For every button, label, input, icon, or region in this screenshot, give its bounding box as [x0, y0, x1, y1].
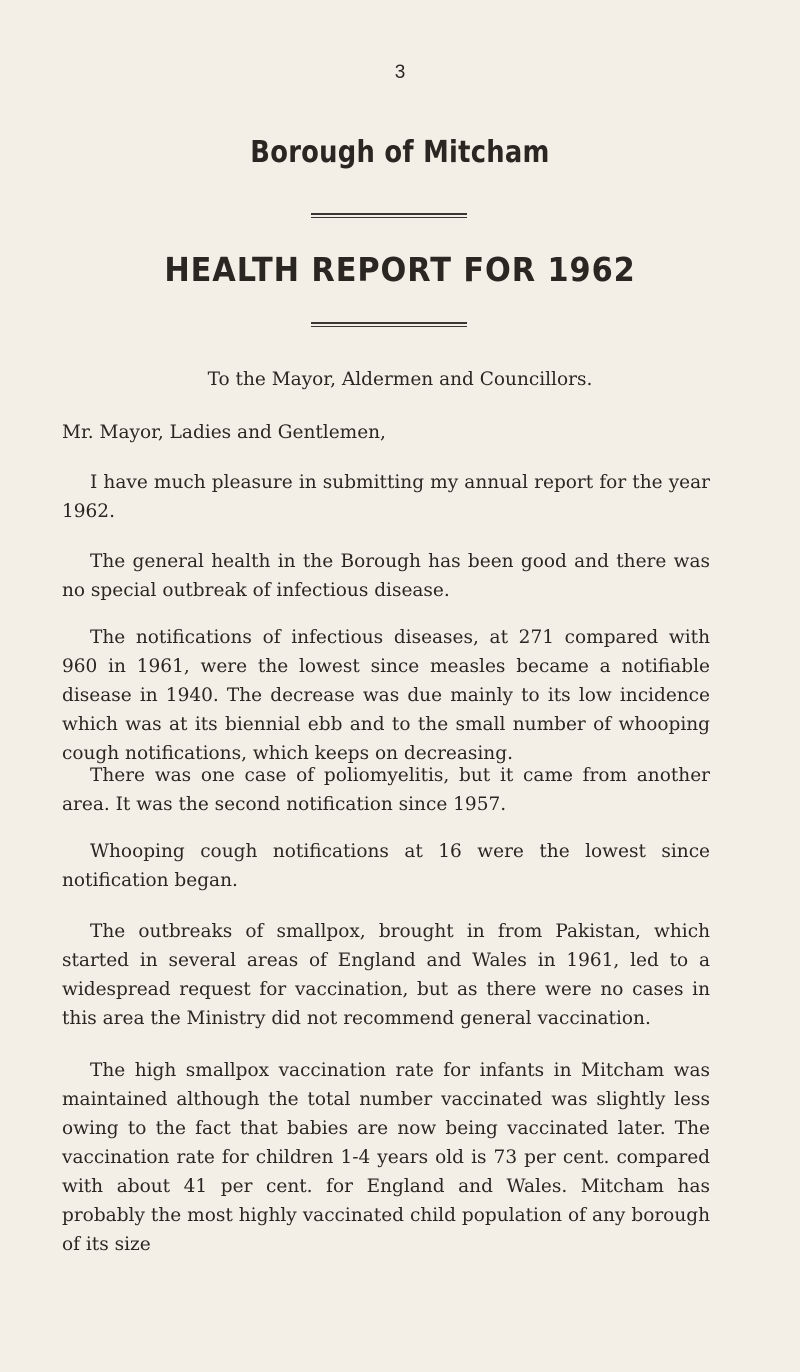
- paragraph: I have much pleasure in submitting my annual report for the year 1962.: [62, 472, 710, 522]
- report-title: HEALTH REPORT FOR 1962: [164, 250, 636, 289]
- greeting-line: Mr. Mayor, Ladies and Gentlemen,: [62, 422, 386, 443]
- double-rule-divider: [311, 213, 467, 218]
- paragraph: There was one case of poliomyelitis, but it came from another area. It was the second notification since 1957.: [62, 765, 710, 815]
- double-rule-divider: [311, 322, 467, 327]
- paragraph: Whooping cough notifications at 16 were the lowest since notification began.: [62, 841, 710, 891]
- page-number: 3: [394, 62, 406, 83]
- paragraph: The high smallpox vaccination rate for infants in Mitcham was maintained although the total number vaccinated was slightly less owing to the fact that babies are now being vaccinated later. The vaccination rate for children 1-4 years old is 73 per cent. compared with about 41 per cent. for England and Wales. Mitcham has probably the most highly vaccinated child population of any borough of its size: [62, 1060, 710, 1255]
- borough-heading: Borough of Mitcham: [250, 135, 550, 170]
- addressee-line: To the Mayor, Aldermen and Councillors.: [207, 369, 593, 390]
- paragraph: The notifications of infectious diseases, at 271 compared with 960 in 1961, were the lowest since measles became a notifiable disease in 1940. The decrease was due mainly to its low incidence which was at its biennial ebb and to the small number of whooping cough notifications, which keeps on decreasing.: [62, 627, 710, 764]
- paragraph: The general health in the Borough has been good and there was no special outbreak of infectious disease.: [62, 551, 710, 601]
- paragraph: The outbreaks of smallpox, brought in from Pakistan, which started in several areas of England and Wales in 1961, led to a widespread request for vaccination, but as there were no cases in this area the Ministry did not recommend general vaccination.: [62, 921, 710, 1029]
